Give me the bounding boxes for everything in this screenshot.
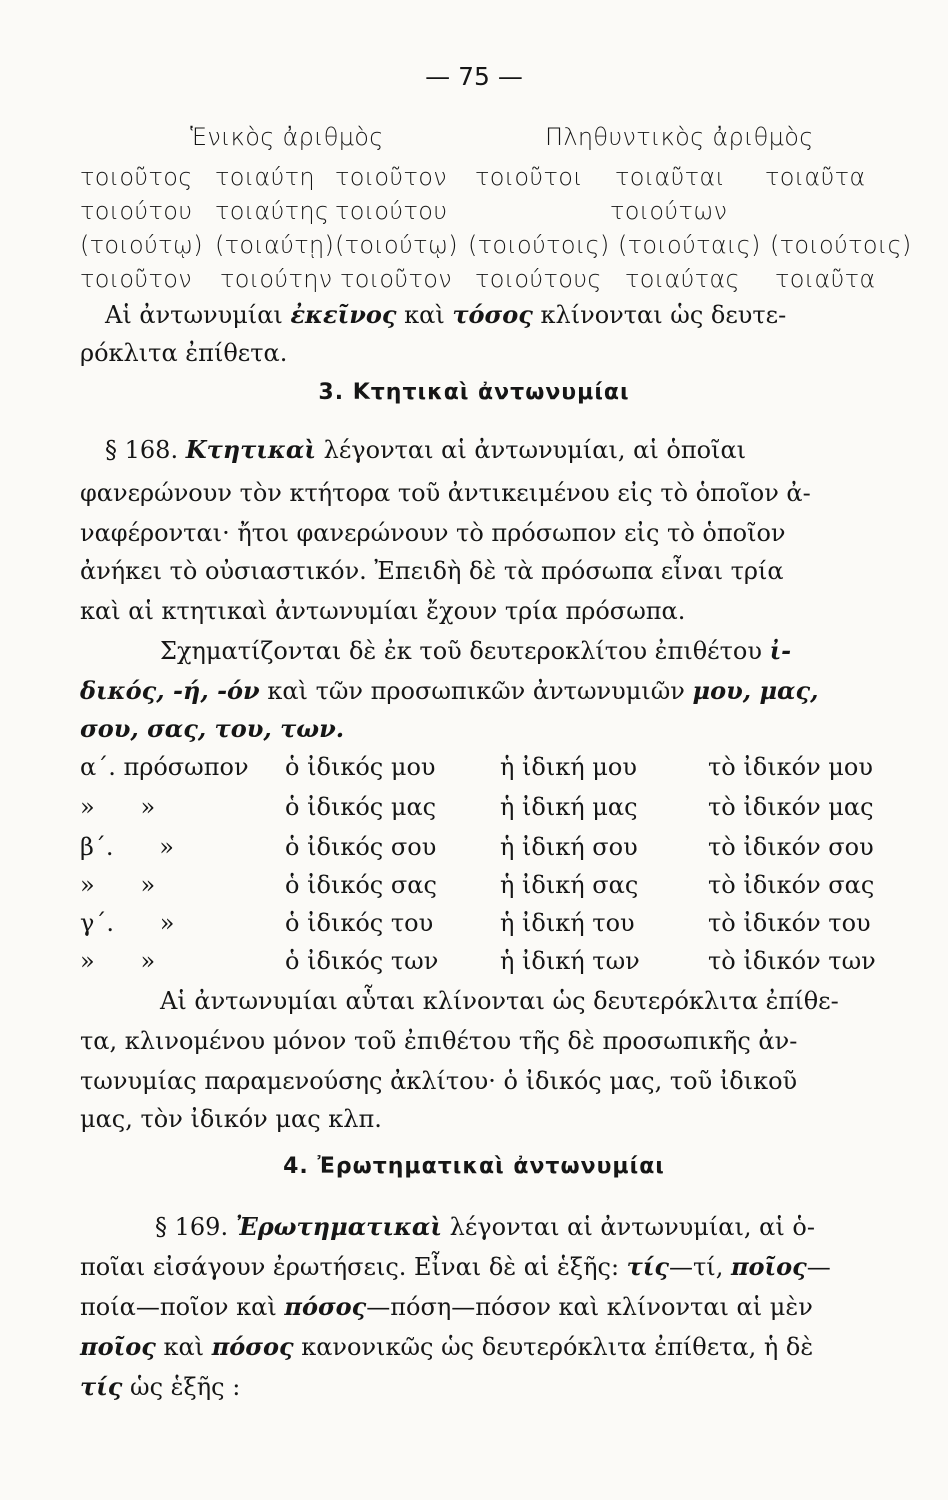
table-cell: τοιοῦτος (80, 163, 193, 191)
table-cell: τοιαύτης (215, 197, 330, 225)
paragraph-line (155, 1210, 902, 1244)
page-number: — 75 — (425, 62, 523, 91)
table-cell: (τοιούτῳ) (80, 231, 203, 259)
table-cell: τοιαύτη (215, 163, 315, 191)
neuter-form: τὸ ἰδικόν σας (708, 871, 875, 899)
neuter-form: τὸ ἰδικόν των (708, 947, 876, 975)
table-cell: (τοιούτοις) (468, 231, 610, 259)
text: — (806, 1253, 831, 1281)
table-cell: τοιούτους (475, 265, 602, 293)
person-label: β΄. » (80, 833, 174, 861)
table-cell: (τοιαύτῃ) (215, 231, 335, 259)
paragraph-line: καὶ αἱ κτητικαὶ ἀντωνυμίαι ἔχουν τρία πρόσωπα. (80, 597, 686, 625)
text: καὶ (396, 301, 453, 329)
emphasis: πόσος (211, 1332, 294, 1361)
section-number: § 169. (155, 1213, 236, 1241)
text: ὡς ἑξῆς : (122, 1373, 241, 1401)
text: λέγονται αἱ ἀντωνυμίαι, αἱ ὁποῖαι (316, 436, 747, 464)
masculine-form: ὁ ἰδικός μου (285, 753, 436, 781)
feminine-form: ἡ ἰδική του (500, 909, 635, 937)
section-heading-3: 3. Κτητικαὶ ἀντωνυμίαι (318, 380, 630, 405)
table-cell: τοιοῦτον (80, 265, 192, 293)
table-cell: τοιούτου (335, 197, 448, 225)
emphasis: τόσος (452, 300, 533, 329)
person-label: » » (80, 947, 156, 975)
table-row (80, 194, 902, 228)
emphasis: μου, μας, (692, 676, 819, 705)
text: κλίνονται ὡς δευτε- (532, 301, 787, 329)
paragraph-line (105, 433, 902, 467)
table-cell: (τοιούταις) (618, 231, 761, 259)
emphasis: Ἐρωτηματικαὶ (235, 1212, 442, 1241)
table-cell: τοιούτων (610, 197, 728, 225)
masculine-form: ὁ ἰδικός των (285, 947, 439, 975)
emphasis: πόσος (284, 1292, 367, 1321)
table-row (80, 868, 902, 902)
text: καὶ τῶν προσωπικῶν ἀντωνυμιῶν (259, 677, 693, 705)
table-cell: τοιοῦτοι (475, 163, 583, 191)
neuter-form: τὸ ἰδικόν μου (708, 753, 873, 781)
table-cell: τοιοῦτον (340, 265, 452, 293)
emphasis: ἰ- (769, 636, 792, 665)
emphasis: ἐκεῖνος (290, 300, 397, 329)
paragraph-line: τα, κλινομένου μόνον τοῦ ἐπιθέτου τῆς δὲ προσωπικῆς ἀν- (80, 1027, 798, 1055)
feminine-form: ἡ ἰδική σου (500, 833, 638, 861)
text: Σχηματίζονται δὲ ἐκ τοῦ δευτεροκλίτου ἐπιθέτου (160, 637, 770, 665)
paragraph-line (80, 674, 902, 708)
neuter-form: τὸ ἰδικόν του (708, 909, 871, 937)
paragraph-line (80, 1250, 902, 1284)
feminine-form: ἡ ἰδική μας (500, 793, 638, 821)
paragraph-line: φανερώνουν τὸν κτήτορα τοῦ ἀντικειμένου εἰς τὸ ὁποῖον ἀ- (80, 479, 811, 507)
person-label: α΄. πρόσωπον (80, 753, 249, 781)
paragraph-line (80, 1370, 902, 1404)
paragraph-line (80, 1290, 902, 1324)
text: —τί, (669, 1253, 731, 1281)
text: ποῖαι εἰσάγουν ἐρωτήσεις. Εἶναι δὲ αἱ ἑξῆς: (80, 1253, 627, 1281)
table-row (80, 228, 912, 262)
person-label: γ΄. » (80, 909, 175, 937)
person-label: » » (80, 871, 156, 899)
paragraph-line: σου, σας, του, των. (80, 714, 345, 743)
emphasis: ποῖος (730, 1252, 807, 1281)
table-header-row (80, 120, 902, 154)
text: καὶ (155, 1333, 212, 1361)
paragraph-line: μας, τὸν ἰδικόν μας κλπ. (80, 1105, 382, 1133)
plural-header: Πληθυντικὸς ἀριθμὸς (545, 123, 814, 151)
table-cell: τοιαῦτα (775, 265, 876, 293)
paragraph-line: ἀνήκει τὸ οὐσιαστικόν. Ἐπειδὴ δὲ τὰ πρόσωπα εἶναι τρία (80, 557, 784, 585)
singular-header: Ἑνικὸς ἀριθμὸς (190, 123, 384, 151)
table-cell: τοιαύτας (625, 265, 740, 293)
emphasis: ποῖος (80, 1332, 156, 1361)
table-row (80, 906, 902, 940)
masculine-form: ὁ ἰδικός σου (285, 833, 437, 861)
neuter-form: τὸ ἰδικόν μας (708, 793, 874, 821)
paragraph-line: ρόκλιτα ἐπίθετα. (80, 339, 288, 367)
text: Αἱ ἀντωνυμίαι (105, 301, 291, 329)
table-row (80, 750, 902, 784)
text: ποία—ποῖον καὶ (80, 1293, 285, 1321)
section-number: § 168. (105, 436, 186, 464)
masculine-form: ὁ ἰδικός σας (285, 871, 437, 899)
text: —πόση—πόσον καὶ κλίνονται αἱ μὲν (366, 1293, 813, 1321)
feminine-form: ἡ ἰδική μου (500, 753, 637, 781)
neuter-form: τὸ ἰδικόν σου (708, 833, 874, 861)
paragraph-line (160, 634, 902, 668)
masculine-form: ὁ ἰδικός του (285, 909, 434, 937)
table-row (80, 944, 902, 978)
table-cell: τοιούτην (220, 265, 333, 293)
emphasis: Κτητικαὶ (185, 435, 316, 464)
paragraph-line: ναφέρονται· ἤτοι φανερώνουν τὸ πρόσωπον εἰς τὸ ὁποῖον (80, 519, 786, 547)
table-row (80, 790, 902, 824)
table-row (80, 160, 902, 194)
section-heading-4: 4. Ἐρωτηματικαὶ ἀντωνυμίαι (283, 1154, 665, 1179)
paragraph-line (105, 298, 902, 332)
table-cell: (τοιούτοις) (770, 231, 912, 259)
feminine-form: ἡ ἰδική των (500, 947, 640, 975)
paragraph-line: τωνυμίας παραμενούσης ἀκλίτου· ὁ ἰδικός μας, τοῦ ἰδικοῦ (80, 1067, 798, 1095)
text: λέγονται αἱ ἀντωνυμίαι, αἱ ὁ- (442, 1213, 815, 1241)
emphasis: δικός, -ή, -όν (80, 676, 260, 705)
feminine-form: ἡ ἰδική σας (500, 871, 639, 899)
emphasis: τίς (80, 1372, 123, 1401)
table-row (80, 262, 902, 296)
table-row (80, 830, 902, 864)
table-cell: τοιοῦτον (335, 163, 447, 191)
emphasis: τίς (626, 1252, 670, 1281)
table-cell: τοιαῦτα (765, 163, 866, 191)
paragraph-line (80, 1330, 902, 1364)
table-cell: (τοιούτῳ) (335, 231, 458, 259)
text: κανονικῶς ὡς δευτερόκλιτα ἐπίθετα, ἡ δὲ (293, 1333, 814, 1361)
paragraph-line: Αἱ ἀντωνυμίαι αὗται κλίνονται ὡς δευτερόκλιτα ἐπίθε- (160, 987, 839, 1015)
person-label: » » (80, 793, 156, 821)
table-cell: τοιαῦται (615, 163, 726, 191)
masculine-form: ὁ ἰδικός μας (285, 793, 437, 821)
table-cell: τοιούτου (80, 197, 193, 225)
